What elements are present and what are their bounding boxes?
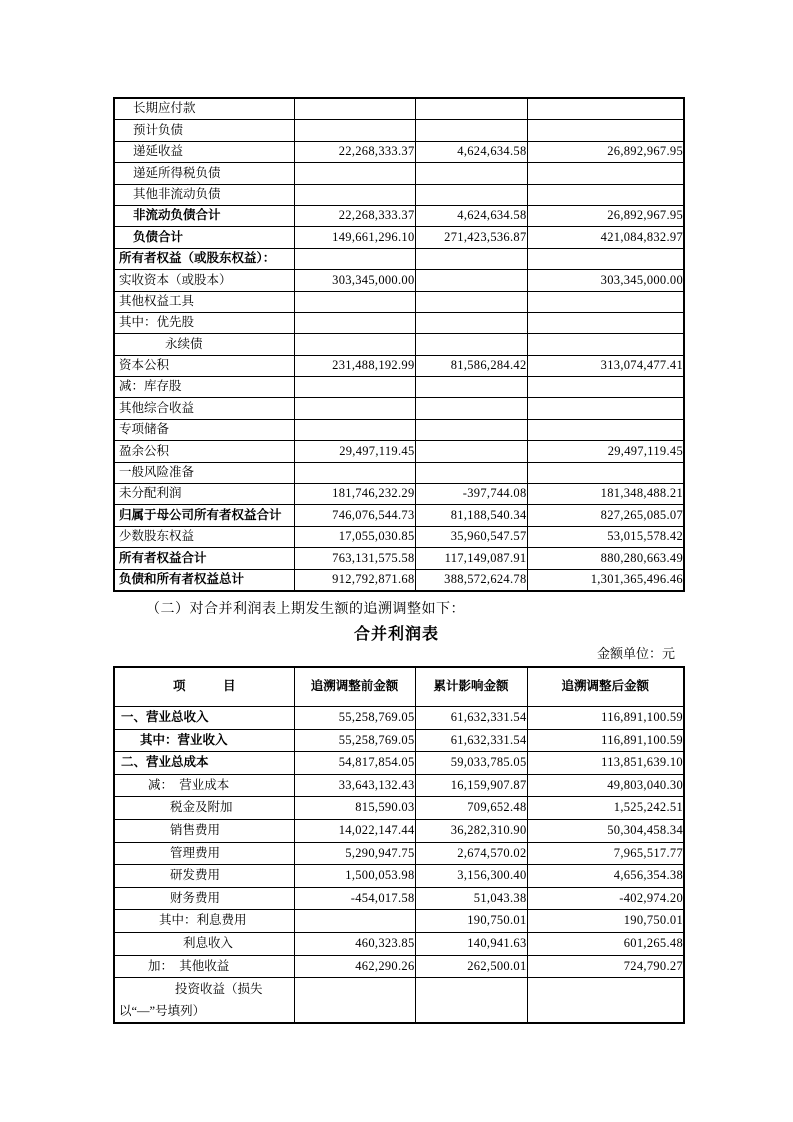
cell-value — [294, 377, 415, 398]
table-row — [114, 248, 684, 269]
cell-value: 724,790.27 — [527, 955, 684, 978]
cell-value — [527, 377, 684, 398]
cell-value: -454,017.58 — [294, 887, 415, 910]
table-row — [114, 141, 684, 162]
row-label: 减： 营业成本 — [114, 774, 294, 797]
cell-value: 53,015,578.42 — [527, 526, 684, 547]
cell-value — [294, 462, 415, 483]
cell-value — [294, 184, 415, 205]
cell-value — [294, 910, 415, 933]
table-row — [114, 270, 684, 291]
table-row — [114, 334, 684, 355]
cell-value: 59,033,785.05 — [415, 752, 527, 775]
row-label: 少数股东权益 — [114, 526, 294, 547]
cell-value — [294, 291, 415, 312]
cell-value: 49,803,040.30 — [527, 774, 684, 797]
table-row — [114, 819, 684, 842]
cell-value: 880,280,663.49 — [527, 548, 684, 569]
row-label: 未分配利润 — [114, 484, 294, 505]
row-label: 其他权益工具 — [114, 291, 294, 312]
cell-value: 1,525,242.51 — [527, 797, 684, 820]
cell-value: 271,423,536.87 — [415, 227, 527, 248]
row-label: 预计负债 — [114, 120, 294, 141]
cell-value: 2,674,570.02 — [415, 842, 527, 865]
cell-value: 7,965,517.77 — [527, 842, 684, 865]
cell-value: 462,290.26 — [294, 955, 415, 978]
cell-value — [527, 120, 684, 141]
cell-value: 116,891,100.59 — [527, 707, 684, 730]
row-label: 递延收益 — [114, 141, 294, 162]
cell-value: 709,652.48 — [415, 797, 527, 820]
table-row — [114, 398, 684, 419]
row-label: 利息收入 — [114, 932, 294, 955]
cell-value: 81,188,540.34 — [415, 505, 527, 526]
cell-value: 181,746,232.29 — [294, 484, 415, 505]
cell-value: 55,258,769.05 — [294, 707, 415, 730]
cell-value: 1,301,365,496.46 — [527, 569, 684, 591]
cell-value: 33,643,132.43 — [294, 774, 415, 797]
cell-value — [415, 270, 527, 291]
cell-value — [294, 98, 415, 120]
cell-value: 827,265,085.07 — [527, 505, 684, 526]
table-row — [114, 865, 684, 888]
cell-value: 29,497,119.45 — [294, 441, 415, 462]
cell-value — [527, 163, 684, 184]
table-row — [114, 205, 684, 226]
cell-value — [527, 419, 684, 440]
row-label: 长期应付款 — [114, 98, 294, 120]
cell-value: 61,632,331.54 — [415, 707, 527, 730]
cell-value: 181,348,488.21 — [527, 484, 684, 505]
table-row — [114, 419, 684, 440]
row-label: 其中：优先股 — [114, 312, 294, 333]
cell-value — [415, 441, 527, 462]
cell-value: 303,345,000.00 — [527, 270, 684, 291]
cell-value — [294, 978, 415, 1024]
table-row — [114, 462, 684, 483]
table-row — [114, 441, 684, 462]
cell-value — [415, 398, 527, 419]
row-label: 非流动负债合计 — [114, 205, 294, 226]
cell-value: 17,055,030.85 — [294, 526, 415, 547]
cell-value — [415, 334, 527, 355]
row-label: 负债合计 — [114, 227, 294, 248]
cell-value — [527, 398, 684, 419]
row-label: 加： 其他收益 — [114, 955, 294, 978]
cell-value — [527, 462, 684, 483]
row-label: 其他非流动负债 — [114, 184, 294, 205]
cell-value: 35,960,547.57 — [415, 526, 527, 547]
cell-value — [415, 98, 527, 120]
cell-value: 4,624,634.58 — [415, 141, 527, 162]
cell-value: 190,750.01 — [415, 910, 527, 933]
cell-value: 149,661,296.10 — [294, 227, 415, 248]
cell-value: 4,656,354.38 — [527, 865, 684, 888]
cell-value: 313,074,477.41 — [527, 355, 684, 376]
row-label: 负债和所有者权益总计 — [114, 569, 294, 591]
cell-value — [415, 291, 527, 312]
table-row — [114, 312, 684, 333]
income-statement-table — [113, 666, 685, 1024]
cell-value: 421,084,832.97 — [527, 227, 684, 248]
cell-value — [415, 163, 527, 184]
header-row — [114, 667, 684, 707]
row-label: 税金及附加 — [114, 797, 294, 820]
row-label: 投资收益（损失以“—”号填列） — [114, 978, 294, 1024]
cell-value: 50,304,458.34 — [527, 819, 684, 842]
cell-value — [415, 312, 527, 333]
cell-value: 4,624,634.58 — [415, 205, 527, 226]
cell-value: 81,586,284.42 — [415, 355, 527, 376]
cell-value: 26,892,967.95 — [527, 205, 684, 226]
row-label: 实收资本（或股本） — [114, 270, 294, 291]
cell-value: 262,500.01 — [415, 955, 527, 978]
cell-value — [527, 184, 684, 205]
row-label: 递延所得税负债 — [114, 163, 294, 184]
header-cell: 累计影响金额 — [415, 667, 527, 707]
row-label: 所有者权益（或股东权益）： — [114, 248, 294, 269]
cell-value: 1,500,053.98 — [294, 865, 415, 888]
table-row — [114, 955, 684, 978]
cell-value: 116,891,100.59 — [527, 729, 684, 752]
cell-value: 190,750.01 — [527, 910, 684, 933]
cell-value — [415, 462, 527, 483]
row-label: 一般风险准备 — [114, 462, 294, 483]
cell-value — [415, 248, 527, 269]
table-row — [114, 774, 684, 797]
cell-value: 36,282,310.90 — [415, 819, 527, 842]
table-row — [114, 842, 684, 865]
row-label: 资本公积 — [114, 355, 294, 376]
row-label: 盈余公积 — [114, 441, 294, 462]
table-row — [114, 377, 684, 398]
table-row — [114, 505, 684, 526]
cell-value: 22,268,333.37 — [294, 141, 415, 162]
table-row — [114, 184, 684, 205]
cell-value: -402,974.20 — [527, 887, 684, 910]
table-row — [114, 797, 684, 820]
row-label: 一、营业总收入 — [114, 707, 294, 730]
balance-sheet-body — [114, 98, 684, 591]
cell-value — [294, 419, 415, 440]
cell-value: 746,076,544.73 — [294, 505, 415, 526]
header-cell: 项 目 — [114, 667, 294, 707]
cell-value — [415, 184, 527, 205]
cell-value: 55,258,769.05 — [294, 729, 415, 752]
cell-value — [415, 120, 527, 141]
cell-value: 5,290,947.75 — [294, 842, 415, 865]
row-label: 归属于母公司所有者权益合计 — [114, 505, 294, 526]
income-statement-body — [114, 707, 684, 1024]
cell-value: 303,345,000.00 — [294, 270, 415, 291]
table-row — [114, 932, 684, 955]
cell-value — [415, 419, 527, 440]
cell-value — [415, 377, 527, 398]
table-row — [114, 484, 684, 505]
cell-value: 51,043.38 — [415, 887, 527, 910]
row-label: 二、营业总成本 — [114, 752, 294, 775]
cell-value — [294, 248, 415, 269]
table-row — [114, 548, 684, 569]
cell-value — [527, 978, 684, 1024]
row-label: 永续债 — [114, 334, 294, 355]
table-row — [114, 291, 684, 312]
cell-value: 22,268,333.37 — [294, 205, 415, 226]
cell-value: 117,149,087.91 — [415, 548, 527, 569]
cell-value: 601,265.48 — [527, 932, 684, 955]
row-label: 专项储备 — [114, 419, 294, 440]
table-row — [114, 978, 684, 1024]
cell-value — [527, 291, 684, 312]
row-label: 销售费用 — [114, 819, 294, 842]
row-label: 财务费用 — [114, 887, 294, 910]
table-row — [114, 98, 684, 120]
balance-sheet-table — [113, 97, 685, 592]
table-row — [114, 569, 684, 591]
cell-value: 29,497,119.45 — [527, 441, 684, 462]
row-label: 研发费用 — [114, 865, 294, 888]
report-title: 合并利润表 — [353, 626, 439, 643]
cell-value — [527, 334, 684, 355]
cell-value: 460,323.85 — [294, 932, 415, 955]
cell-value — [527, 98, 684, 120]
table-row — [114, 707, 684, 730]
row-label: 管理费用 — [114, 842, 294, 865]
cell-value — [527, 312, 684, 333]
row-label: 其他综合收益 — [114, 398, 294, 419]
cell-value — [415, 978, 527, 1024]
cell-value: 912,792,871.68 — [294, 569, 415, 591]
cell-value — [294, 163, 415, 184]
header-cell: 追溯调整后金额 — [527, 667, 684, 707]
table-row — [114, 729, 684, 752]
cell-value: 3,156,300.40 — [415, 865, 527, 888]
cell-value — [294, 120, 415, 141]
table-row — [114, 752, 684, 775]
cell-value: 26,892,967.95 — [527, 141, 684, 162]
unit-note: 金额单位：元 — [596, 646, 675, 661]
cell-value — [294, 398, 415, 419]
cell-value: 16,159,907.87 — [415, 774, 527, 797]
table-row — [114, 227, 684, 248]
row-label: 其中：利息费用 — [114, 910, 294, 933]
section-paragraph: （二）对合并利润表上期发生额的追溯调整如下： — [146, 602, 465, 617]
cell-value: 14,022,147.44 — [294, 819, 415, 842]
cell-value: 54,817,854.05 — [294, 752, 415, 775]
cell-value — [294, 334, 415, 355]
table-row — [114, 120, 684, 141]
header-cell: 追溯调整前金额 — [294, 667, 415, 707]
cell-value: 815,590.03 — [294, 797, 415, 820]
table-row — [114, 355, 684, 376]
table-row — [114, 526, 684, 547]
table-row — [114, 887, 684, 910]
cell-value: 113,851,639.10 — [527, 752, 684, 775]
cell-value: 763,131,575.58 — [294, 548, 415, 569]
table-row — [114, 163, 684, 184]
table-row — [114, 910, 684, 933]
cell-value: 388,572,624.78 — [415, 569, 527, 591]
cell-value — [294, 312, 415, 333]
cell-value: -397,744.08 — [415, 484, 527, 505]
cell-value — [527, 248, 684, 269]
cell-value: 231,488,192.99 — [294, 355, 415, 376]
cell-value: 140,941.63 — [415, 932, 527, 955]
cell-value: 61,632,331.54 — [415, 729, 527, 752]
row-label: 其中：营业收入 — [114, 729, 294, 752]
row-label: 所有者权益合计 — [114, 548, 294, 569]
row-label: 减：库存股 — [114, 377, 294, 398]
